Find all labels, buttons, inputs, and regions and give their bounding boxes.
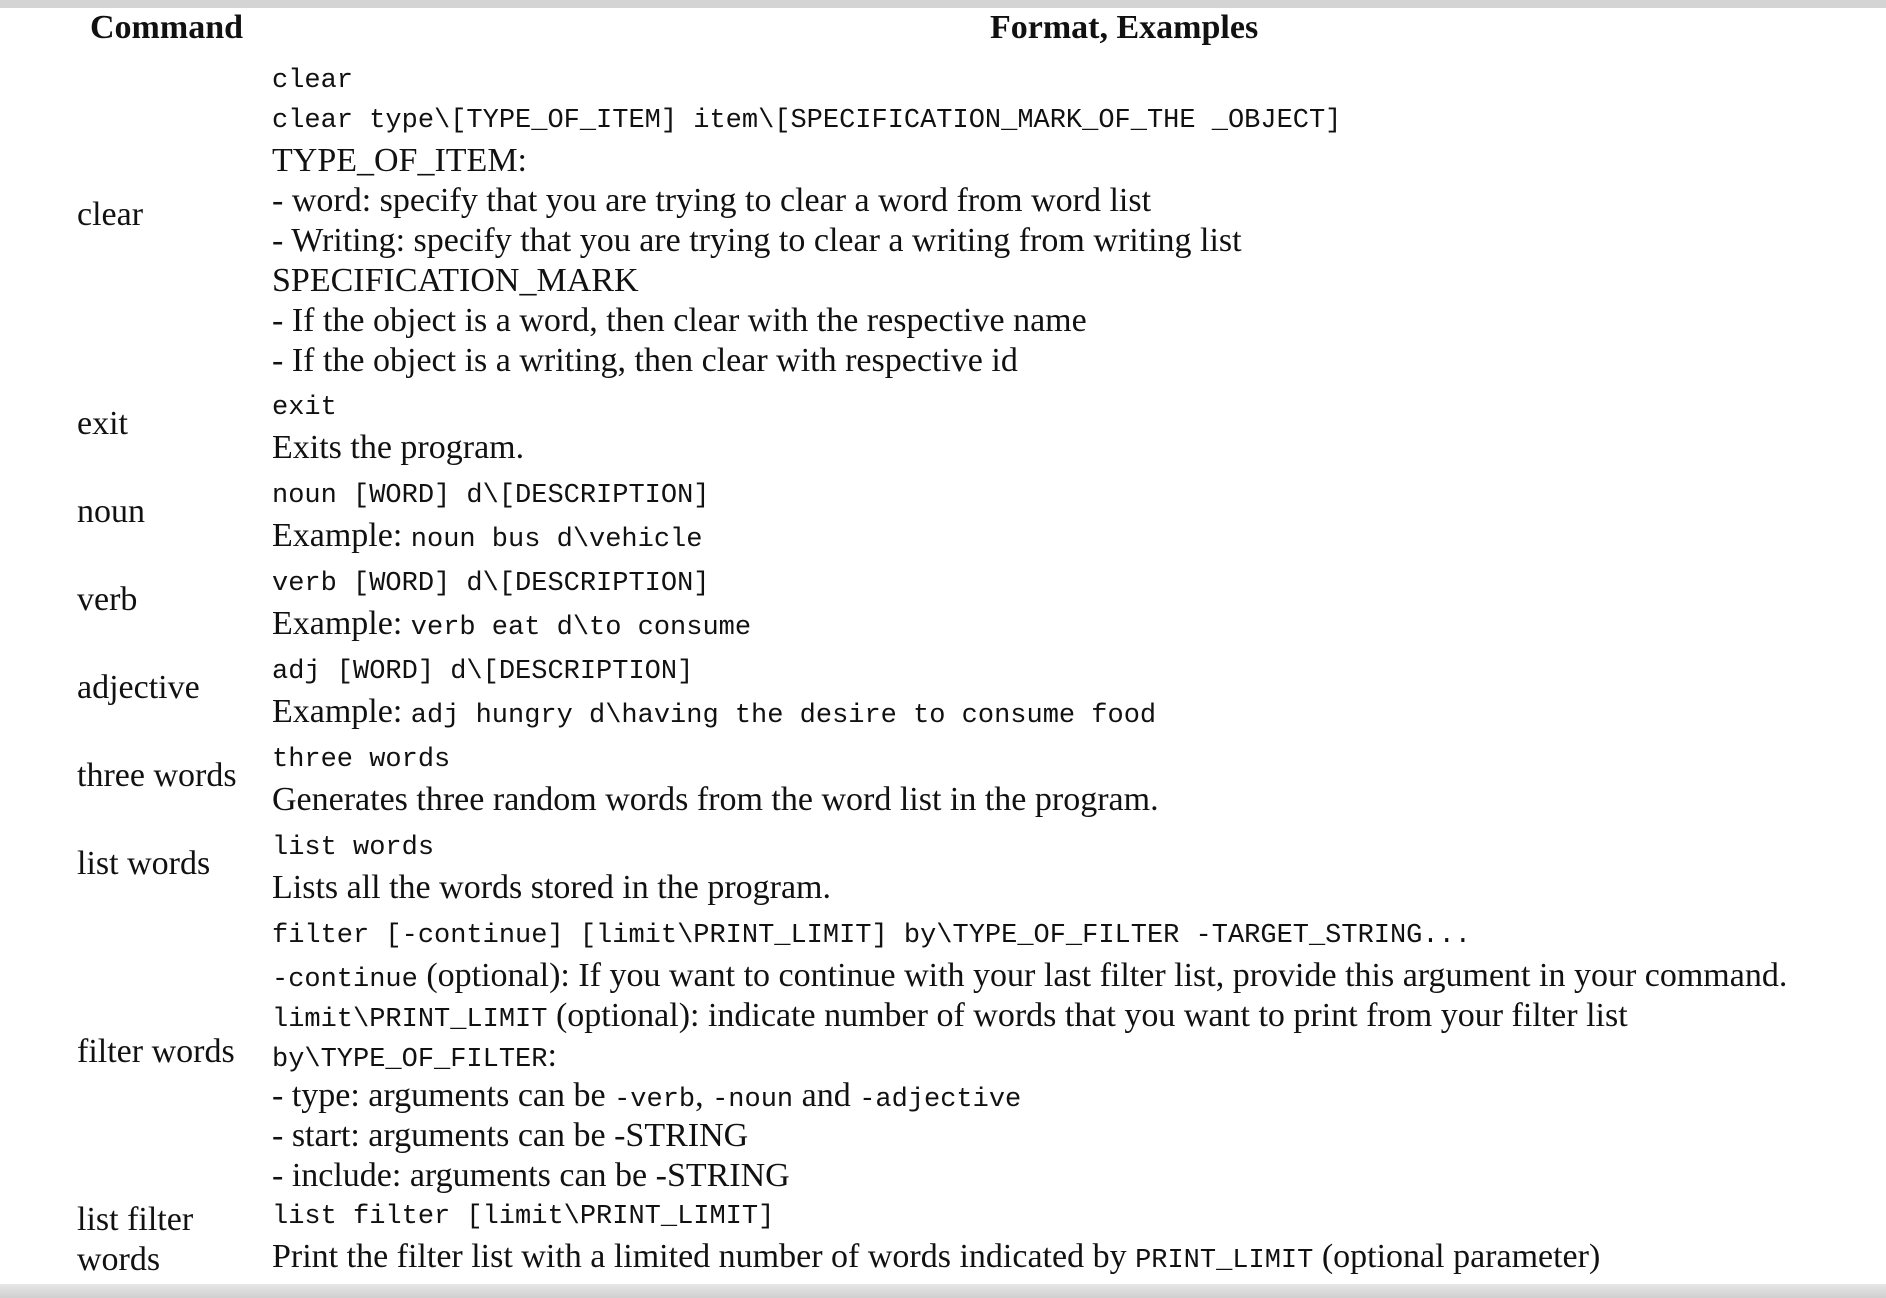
code-text: noun bus d\vehicle xyxy=(410,525,703,555)
body-text: Example: xyxy=(272,693,411,730)
format-cell xyxy=(272,652,1872,732)
body-text: Example: xyxy=(272,517,411,554)
format-line xyxy=(272,692,1872,732)
format-line xyxy=(272,388,1872,428)
code-text: -adjective xyxy=(859,1085,1022,1115)
format-line xyxy=(272,301,1872,341)
format-line xyxy=(272,604,1872,644)
window-bottom-edge xyxy=(0,1284,1886,1298)
body-text: (optional): indicate number of words that you want to print from your filter list xyxy=(547,997,1628,1034)
command-name-list-filter-words: list filter words xyxy=(77,1201,194,1278)
body-text: (optional): If you want to continue with your last filter list, provide this argument in your command. xyxy=(417,957,1788,994)
body-text: - include: arguments can be -STRING xyxy=(272,1157,790,1194)
code-text: clear xyxy=(272,66,354,96)
format-line xyxy=(272,780,1872,820)
code-text: adj [WORD] d\[DESCRIPTION] xyxy=(272,657,694,687)
format-line xyxy=(272,181,1872,221)
format-line xyxy=(272,61,1872,101)
body-text: (optional parameter) xyxy=(1313,1238,1601,1275)
format-cell xyxy=(272,740,1872,820)
column-header-command: Command xyxy=(90,9,244,46)
format-line xyxy=(272,1237,1872,1277)
format-cell xyxy=(272,388,1872,468)
format-line xyxy=(272,740,1872,780)
command-name-list-words: list words xyxy=(77,845,211,882)
body-text: Lists all the words stored in the program. xyxy=(272,869,832,906)
format-line xyxy=(272,868,1872,908)
format-line xyxy=(272,652,1872,692)
body-text: Example: xyxy=(272,605,411,642)
body-text: - Writing: specify that you are trying to clear a writing from writing list xyxy=(272,222,1242,259)
body-text: - If the object is a writing, then clear with respective id xyxy=(272,342,1018,379)
body-text: Generates three random words from the word list in the program. xyxy=(272,781,1159,818)
body-text: - type: arguments can be xyxy=(272,1077,615,1114)
format-line xyxy=(272,516,1872,556)
command-name-filter-words: filter words xyxy=(77,1033,235,1070)
code-text: three words xyxy=(272,745,451,775)
format-line xyxy=(272,1197,1872,1237)
body-text: Print the filter list with a limited number of words indicated by xyxy=(272,1238,1136,1275)
format-line xyxy=(272,261,1872,301)
code-text: verb eat d\to consume xyxy=(410,613,752,643)
command-name-verb: verb xyxy=(77,581,138,618)
body-text: - If the object is a word, then clear with the respective name xyxy=(272,302,1087,339)
format-line xyxy=(272,1116,1872,1156)
format-line xyxy=(272,1156,1872,1196)
format-line xyxy=(272,564,1872,604)
format-line xyxy=(272,476,1872,516)
format-cell xyxy=(272,916,1872,1196)
code-text: verb [WORD] d\[DESCRIPTION] xyxy=(272,569,710,599)
format-cell xyxy=(272,61,1872,381)
format-cell xyxy=(272,476,1872,556)
code-text: limit\PRINT_LIMIT xyxy=(272,1005,548,1035)
code-text: list words xyxy=(272,833,435,863)
format-line xyxy=(272,341,1872,381)
body-text: - start: arguments can be -STRING xyxy=(272,1117,749,1154)
column-header-format: Format, Examples xyxy=(990,9,1259,46)
format-line xyxy=(272,1036,1872,1076)
code-text: -verb xyxy=(614,1085,696,1115)
body-text: and xyxy=(793,1077,860,1114)
format-line xyxy=(272,996,1872,1036)
code-text: list filter [limit\PRINT_LIMIT] xyxy=(272,1202,775,1232)
body-text: , xyxy=(695,1077,713,1114)
format-cell xyxy=(272,564,1872,644)
code-text: adj hungry d\having the desire to consume food xyxy=(410,701,1157,731)
body-text: TYPE_OF_ITEM: xyxy=(272,142,527,179)
format-line xyxy=(272,221,1872,261)
code-text: clear type\[TYPE_OF_ITEM] item\[SPECIFICATION_MARK_OF_THE _OBJECT] xyxy=(272,106,1342,136)
code-text: noun [WORD] d\[DESCRIPTION] xyxy=(272,481,710,511)
code-text: exit xyxy=(272,393,337,423)
format-line xyxy=(272,828,1872,868)
format-cell xyxy=(272,1197,1872,1277)
body-text: : xyxy=(547,1037,557,1074)
command-name-adjective: adjective xyxy=(77,669,200,706)
command-name-noun: noun xyxy=(77,493,145,530)
format-line xyxy=(272,1076,1872,1116)
code-text: filter [-continue] [limit\PRINT_LIMIT] by\TYPE_OF_FILTER -TARGET_STRING... xyxy=(272,921,1471,951)
code-text: -continue xyxy=(272,965,418,995)
command-name-three-words: three words xyxy=(77,757,237,794)
code-text: -noun xyxy=(712,1085,794,1115)
format-line xyxy=(272,101,1872,141)
command-name-exit: exit xyxy=(77,405,128,442)
format-line xyxy=(272,956,1872,996)
body-text: Exits the program. xyxy=(272,429,525,466)
command-name-clear: clear xyxy=(77,196,144,233)
window-top-edge xyxy=(0,0,1886,8)
body-text: - word: specify that you are trying to clear a word from word list xyxy=(272,182,1152,219)
format-cell xyxy=(272,828,1872,908)
code-text: PRINT_LIMIT xyxy=(1135,1246,1314,1276)
format-line xyxy=(272,141,1872,181)
body-text: SPECIFICATION_MARK xyxy=(272,262,639,299)
format-line xyxy=(272,916,1872,956)
code-text: by\TYPE_OF_FILTER xyxy=(272,1045,548,1075)
format-line xyxy=(272,428,1872,468)
